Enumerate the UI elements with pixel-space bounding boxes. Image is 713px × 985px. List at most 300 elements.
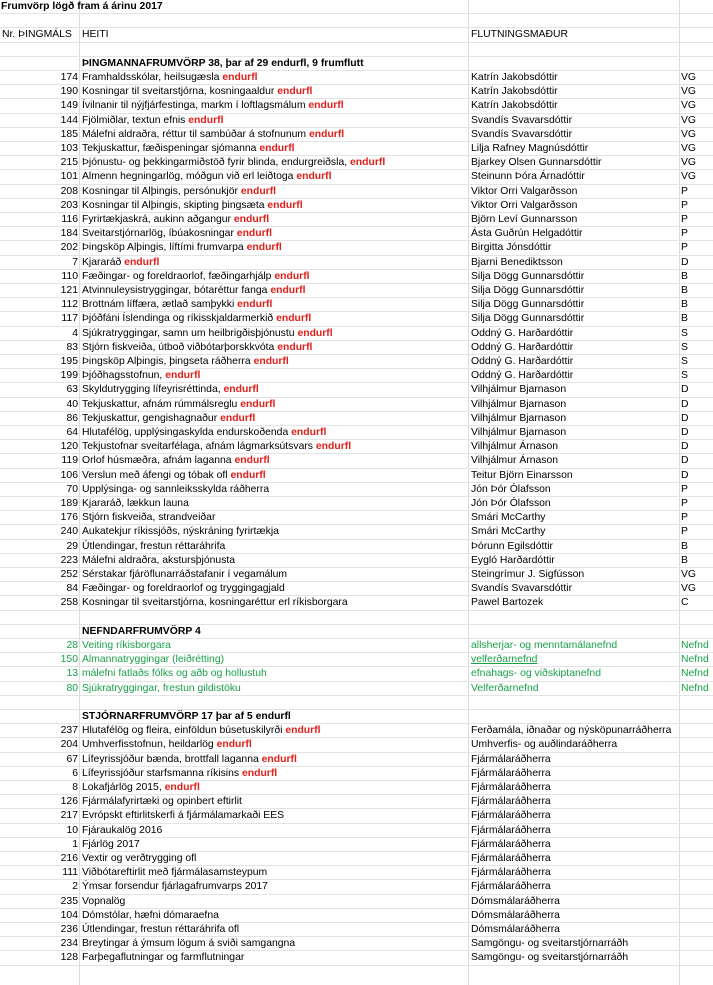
presenter-name: Katrín Jakobsdóttir xyxy=(471,86,558,98)
bill-title xyxy=(82,497,466,511)
bill-number: 63 xyxy=(66,384,78,396)
table-row xyxy=(0,114,713,128)
presenter-name: Smári McCarthy xyxy=(471,526,546,538)
bill-number: 116 xyxy=(61,214,78,225)
party-code: VG xyxy=(681,171,697,183)
bill-title xyxy=(82,298,466,312)
endurfl-badge: endurfl xyxy=(285,725,321,737)
bill-number: 84 xyxy=(66,583,78,595)
presenter-name: Silja Dögg Gunnarsdóttir xyxy=(471,313,585,325)
presenter-name: Bjarni Benediktsson xyxy=(471,256,563,268)
bill-title xyxy=(82,724,466,738)
bill-title-text: Viðbótareftirlit með fjármálasamsteypum xyxy=(82,867,268,879)
table-row xyxy=(0,341,713,355)
presenter-name: Oddný G. Harðardóttir xyxy=(471,327,574,339)
presenter-name: Vilhjálmur Bjarnason xyxy=(471,412,567,424)
party-code xyxy=(681,923,713,937)
bill-title-text: Málefni aldraðra, akstursþjónusta xyxy=(82,554,236,566)
endurfl-badge: endurfl xyxy=(277,341,313,353)
party-code: D xyxy=(681,384,689,396)
table-row xyxy=(0,483,713,497)
bill-title-text: Aukatekjur ríkissjóðs, nýskráning fyrirtækja xyxy=(82,526,279,538)
table-row xyxy=(0,99,713,113)
party-code: S xyxy=(681,356,688,367)
endurfl-badge: endurfl xyxy=(291,427,327,438)
bill-title-text: Þjóðfáni Íslendinga og ríkisskjaldarmerkið xyxy=(82,313,274,325)
bill-title-text: Breytingar á ýmsum lögum á sviði samgangna xyxy=(82,938,296,950)
bill-title-text: Stjórn fiskveiða, strandveiðar xyxy=(82,512,216,524)
bill-title xyxy=(82,99,466,113)
table-row xyxy=(0,682,713,696)
bill-title-text: Dómstólar, hæfni dómaraefna xyxy=(82,909,219,921)
presenter-name: velferðarnefnd xyxy=(471,654,538,666)
party-code xyxy=(681,937,713,951)
endurfl-badge: endurfl xyxy=(261,753,297,765)
bill-number: 67 xyxy=(66,753,78,765)
endurfl-badge: endurfl xyxy=(259,143,295,154)
party-code: P xyxy=(681,199,688,211)
bill-title xyxy=(82,170,466,184)
bill-number: 28 xyxy=(66,640,78,651)
bill-title-text: Tekjuskattur, afnám rúmmálsreglu xyxy=(82,398,238,410)
party-code: B xyxy=(681,554,688,566)
presenter-name: Silja Dögg Gunnarsdóttir xyxy=(471,299,585,311)
party-code: D xyxy=(681,427,689,438)
party-code: VG xyxy=(681,143,697,154)
bill-title-text: Umhverfisstofnun, heildarlög xyxy=(82,739,214,751)
table-row xyxy=(0,540,713,554)
table-row xyxy=(0,412,713,426)
table-row xyxy=(0,469,713,483)
party-code: D xyxy=(681,455,689,467)
bill-title-text: Þjónustu- og þekkingarmiðstöð fyrir blinda, endurgreiðsla, xyxy=(82,157,348,169)
table-row xyxy=(0,852,713,866)
bill-title-text: Kosningar til sveitarstjórna, kosningaaldur xyxy=(82,86,275,98)
bill-title-text: Sjúkratryggingar, frestun gildistöku xyxy=(82,682,241,694)
party-code: Nefnd xyxy=(681,668,709,680)
party-code: VG xyxy=(681,583,697,595)
bill-title-text: málefni fatlaðs fólks og aðb og hollustuh xyxy=(82,668,267,680)
table-row xyxy=(0,880,713,894)
presenter-name: Svandís Svavarsdóttir xyxy=(471,128,573,140)
bill-title xyxy=(82,838,466,852)
bill-title xyxy=(82,767,466,781)
bill-title xyxy=(82,398,466,412)
bill-title xyxy=(82,369,466,383)
party-code: VG xyxy=(681,114,697,126)
table-row xyxy=(0,951,713,965)
bill-title xyxy=(82,540,466,554)
party-code: S xyxy=(681,370,688,382)
bill-number: 174 xyxy=(60,72,78,83)
party-code: B xyxy=(681,299,688,311)
endurfl-badge: endurfl xyxy=(222,72,258,83)
presenter-name: Björn Leví Gunnarsson xyxy=(471,214,578,225)
bill-number: 10 xyxy=(66,824,78,836)
bill-title xyxy=(82,568,466,582)
table-row xyxy=(0,440,713,454)
bill-title xyxy=(82,412,466,426)
table-row xyxy=(0,554,713,568)
presenter-name: Vilhjálmur Bjarnason xyxy=(471,384,567,396)
party-code xyxy=(681,738,713,752)
table-row xyxy=(0,781,713,795)
table-row xyxy=(0,497,713,511)
presenter-name: Silja Dögg Gunnarsdóttir xyxy=(471,285,585,296)
table-row xyxy=(0,909,713,923)
party-code: D xyxy=(681,469,689,481)
party-code: D xyxy=(681,398,689,410)
bill-title xyxy=(82,71,466,85)
presenter-name: Fjármálaráðherra xyxy=(471,767,551,779)
party-code xyxy=(681,795,713,809)
party-code: B xyxy=(681,270,688,282)
bill-title xyxy=(82,753,466,767)
table-row xyxy=(0,866,713,880)
bill-title-text: Hlutafélög og fleira, einföldun búsetuskilyrði xyxy=(82,725,283,737)
party-code: P xyxy=(681,512,688,524)
bill-title-text: Brottnám líffæra, ætlað samþykki xyxy=(82,299,235,311)
bill-title xyxy=(82,142,466,156)
bill-number: 112 xyxy=(61,299,78,311)
bill-title xyxy=(82,738,466,752)
presenter-name: Ferðamála, iðnaðar og nýsköpunarráðherra xyxy=(471,725,672,737)
party-code xyxy=(681,852,713,866)
bill-number: 202 xyxy=(60,242,78,254)
bill-title xyxy=(82,469,466,483)
bill-title xyxy=(82,511,466,525)
bill-number: 120 xyxy=(60,441,78,453)
bill-number: 215 xyxy=(60,157,78,169)
presenter-name: Fjármálaráðherra xyxy=(471,881,551,893)
bill-title-text: Fyrirtækjaskrá, aukinn aðgangur xyxy=(82,214,232,225)
presenter-name: Dómsmálaráðherra xyxy=(471,924,560,935)
endurfl-badge: endurfl xyxy=(216,739,252,751)
bill-number: 217 xyxy=(60,810,78,822)
presenter-name: Samgöngu- og sveitarstjórnarráðh xyxy=(471,952,629,964)
bill-title-text: Kosningar til sveitarstjórna, kosningaréttur erl ríkisborgara xyxy=(82,597,348,609)
presenter-name: Vilhjálmur Árnason xyxy=(471,441,559,453)
bill-title-text: Málefni aldraðra, réttur til sambúðar á stofnunum xyxy=(82,128,307,140)
bill-number: 195 xyxy=(60,356,78,367)
party-code: VG xyxy=(681,569,697,580)
party-code: P xyxy=(681,228,688,240)
table-row xyxy=(0,128,713,142)
bill-title-text: Vextir og verðtrygging ofl xyxy=(82,853,197,864)
bill-title-text: Tekjustofnar sveitarfélaga, afnám lágmarksútsvars xyxy=(82,441,314,453)
bill-title xyxy=(82,895,466,909)
table-row xyxy=(0,511,713,525)
bill-title-text: Ívilnanir til nýjfjárfestinga, markm í loftlagsmálum xyxy=(82,100,306,112)
table-row xyxy=(0,199,713,213)
party-code xyxy=(681,767,713,781)
presenter-name: Eygló Harðardóttir xyxy=(471,554,555,566)
table-row xyxy=(0,227,713,241)
table-row xyxy=(0,937,713,951)
presenter-name: Pawel Bartozek xyxy=(471,597,544,609)
endurfl-badge: endurfl xyxy=(234,455,270,467)
party-code: P xyxy=(681,483,688,495)
presenter-name: Fjármálaráðherra xyxy=(471,753,551,765)
table-row xyxy=(0,156,713,170)
presenter-name: Vilhjálmur Bjarnason xyxy=(471,398,567,410)
bill-title-text: Sjúkratryggingar, samn um heilbrigðisþjónustu xyxy=(82,327,295,339)
endurfl-badge: endurfl xyxy=(274,270,310,282)
bill-number: 190 xyxy=(60,86,78,98)
bill-title xyxy=(82,284,466,298)
bill-title xyxy=(82,525,466,539)
bill-title xyxy=(82,327,466,341)
endurfl-badge: endurfl xyxy=(223,384,259,396)
bill-number: 4 xyxy=(72,327,78,339)
bill-title-text: Sveitarstjórnarlög, íbúakosningar xyxy=(82,228,234,240)
endurfl-badge: endurfl xyxy=(277,86,313,98)
bill-title-text: Fjölmiðlar, textun efnis xyxy=(82,114,186,126)
section-header-row xyxy=(0,710,713,724)
party-code: VG xyxy=(681,128,697,140)
bill-title-text: Þingsköp Alþingis, líftími frumvarpa xyxy=(82,242,244,254)
bill-title-text: Framhaldsskólar, heilsugæsla xyxy=(82,72,220,83)
bill-number: 103 xyxy=(60,143,78,154)
table-row xyxy=(0,809,713,823)
table-row xyxy=(0,667,713,681)
bill-title xyxy=(82,554,466,568)
bill-title-text: Fjármálafyrirtæki og opinbert eftirlit xyxy=(82,796,242,808)
bill-title xyxy=(82,824,466,838)
empty-row xyxy=(0,611,713,625)
bill-title xyxy=(82,312,466,326)
presenter-name: Steinunn Þóra Árnadóttir xyxy=(471,171,585,183)
bill-title xyxy=(82,440,466,454)
table-row xyxy=(0,398,713,412)
bill-number: 144 xyxy=(60,114,78,126)
bill-number: 121 xyxy=(60,285,78,296)
endurfl-badge: endurfl xyxy=(164,782,200,793)
table-row xyxy=(0,738,713,752)
presenter-name: Vilhjálmur Bjarnason xyxy=(471,427,567,438)
endurfl-badge: endurfl xyxy=(350,157,386,169)
presenter-name: Dómsmálaráðherra xyxy=(471,909,560,921)
bill-title xyxy=(82,454,466,468)
table-row xyxy=(0,568,713,582)
table-row xyxy=(0,582,713,596)
bill-number: 234 xyxy=(60,938,78,950)
bill-number: 126 xyxy=(60,796,78,808)
presenter-name: Ásta Guðrún Helgadóttir xyxy=(471,228,583,240)
presenter-name: Viktor Orri Valgarðsson xyxy=(471,199,578,211)
bill-title xyxy=(82,951,466,965)
bill-number: 203 xyxy=(60,199,78,211)
table-row xyxy=(0,312,713,326)
bill-number: 7 xyxy=(72,256,78,268)
presenter-name: Fjármálaráðherra xyxy=(471,782,551,793)
table-row xyxy=(0,369,713,383)
bill-title-text: Farþegaflutningar og farmflutningar xyxy=(82,952,245,964)
header-row xyxy=(0,28,713,42)
table-row xyxy=(0,639,713,653)
bill-title-text: Tekjuskattur, gengishagnaður xyxy=(82,412,218,424)
endurfl-badge: endurfl xyxy=(315,441,352,453)
table-row xyxy=(0,454,713,468)
presenter-name: Fjármálaráðherra xyxy=(471,824,551,836)
bill-number: 106 xyxy=(60,469,78,481)
presenter-name: Bjarkey Olsen Gunnarsdóttir xyxy=(471,157,602,169)
table-row xyxy=(0,795,713,809)
bill-title xyxy=(82,923,466,937)
table-row xyxy=(0,241,713,255)
section-header-row xyxy=(0,625,713,639)
bill-number: 111 xyxy=(62,867,78,879)
party-code: C xyxy=(681,597,689,609)
bill-title xyxy=(82,355,466,369)
header-nr: Nr. ÞINGMÁLS xyxy=(2,29,72,41)
party-code: B xyxy=(681,313,688,325)
presenter-name: Oddný G. Harðardóttir xyxy=(471,341,574,353)
endurfl-badge: endurfl xyxy=(297,327,333,339)
bill-number: 258 xyxy=(60,597,78,609)
endurfl-badge: endurfl xyxy=(188,114,224,126)
table-row xyxy=(0,824,713,838)
bill-number: 199 xyxy=(60,370,78,382)
party-code xyxy=(681,824,713,838)
bill-number: 64 xyxy=(66,427,78,438)
bill-number: 6 xyxy=(72,767,78,779)
party-code xyxy=(681,866,713,880)
endurfl-badge: endurfl xyxy=(308,128,345,140)
endurfl-badge: endurfl xyxy=(270,285,306,296)
bill-title xyxy=(82,781,466,795)
bill-title-text: Verslun með áfengi og tóbak ofl xyxy=(82,469,228,481)
bill-number: 150 xyxy=(60,654,78,666)
endurfl-badge: endurfl xyxy=(236,228,273,240)
table-row xyxy=(0,170,713,184)
presenter-name: Þórunn Egilsdóttir xyxy=(471,540,554,552)
empty-row xyxy=(0,43,713,57)
bill-number: 29 xyxy=(66,540,78,552)
bill-title xyxy=(82,909,466,923)
bill-title-text: Útlendingar, frestun réttaráhrifa ofl xyxy=(82,924,240,935)
endurfl-badge: endurfl xyxy=(240,185,277,197)
bill-title xyxy=(82,639,466,653)
party-code: VG xyxy=(681,72,697,83)
table-row xyxy=(0,383,713,397)
party-code: Nefnd xyxy=(681,640,709,651)
endurfl-badge: endurfl xyxy=(165,370,201,382)
table-row xyxy=(0,724,713,738)
table-row xyxy=(0,767,713,781)
bill-title-text: Vopnalög xyxy=(82,895,126,907)
table-row xyxy=(0,355,713,369)
presenter-name: Umhverfis- og auðlindaráðherra xyxy=(471,739,618,751)
presenter-name: Dómsmálaráðherra xyxy=(471,895,560,907)
bill-title-text: Orlof húsmæðra, afnám laganna xyxy=(82,455,232,467)
party-code xyxy=(681,753,713,767)
party-code: B xyxy=(681,540,688,552)
endurfl-badge: endurfl xyxy=(240,398,276,410)
bill-title xyxy=(82,582,466,596)
bill-title xyxy=(82,199,466,213)
endurfl-badge: endurfl xyxy=(124,256,160,268)
bill-title xyxy=(82,270,466,284)
bill-title-text: Kosningar til Alþingis, skipting þingsæta xyxy=(82,199,265,211)
bill-title-text: Hlutafélög, upplýsingaskylda endurskoðenda xyxy=(82,427,289,438)
presenter-name: Fjármálaráðherra xyxy=(471,796,551,808)
bill-title-text: Almenn hegningarlög, móðgun við erl leiðtoga xyxy=(82,171,294,183)
presenter-name: Fjármálaráðherra xyxy=(471,853,551,864)
bill-number: 176 xyxy=(60,512,78,524)
table-row xyxy=(0,185,713,199)
table-row xyxy=(0,596,713,610)
party-code xyxy=(681,909,713,923)
endurfl-badge: endurfl xyxy=(276,313,312,325)
bill-title-text: Útlendingar, frestun réttaráhrifa xyxy=(82,540,226,552)
bill-title-text: Sérstakar fjáröflunarráðstafanir í vegamálum xyxy=(82,569,288,580)
endurfl-badge: endurfl xyxy=(220,412,256,424)
bill-title-text: Þingsköp Alþingis, þingseta ráðherra xyxy=(82,356,251,367)
presenter-name: Katrín Jakobsdóttir xyxy=(471,72,558,83)
bill-title xyxy=(82,227,466,241)
table-row xyxy=(0,838,713,852)
endurfl-badge: endurfl xyxy=(241,767,278,779)
bill-title-text: Fjárlög 2017 xyxy=(82,838,140,850)
bill-title-text: Lífeyrissjóður starfsmanna ríkisins xyxy=(82,767,240,779)
empty-row xyxy=(0,14,713,28)
party-code: P xyxy=(681,498,688,509)
bill-title xyxy=(82,682,466,696)
party-code: VG xyxy=(681,157,697,169)
party-code xyxy=(681,880,713,894)
bill-number: 1 xyxy=(72,838,78,850)
party-code: VG xyxy=(681,100,697,112)
presenter-name: Oddný G. Harðardóttir xyxy=(471,370,574,382)
party-code: B xyxy=(681,285,688,296)
bill-title-text: Veiting ríkisborgara xyxy=(82,640,171,651)
bill-title xyxy=(82,653,466,667)
bill-title xyxy=(82,866,466,880)
presenter-name: Teitur Björn Einarsson xyxy=(471,469,573,481)
table-row xyxy=(0,85,713,99)
party-code xyxy=(681,838,713,852)
bill-title-text: Skyldutrygging lífeyrisréttinda, xyxy=(82,384,221,396)
bill-title-text: Fjáraukalög 2016 xyxy=(82,824,163,836)
bill-number: 117 xyxy=(61,313,78,325)
bill-title-text: Tekjuskattur, fæðispeningar sjómanna xyxy=(82,143,257,154)
bill-number: 252 xyxy=(60,569,78,580)
bill-number: 204 xyxy=(60,739,78,751)
document-title: Frumvörp lögð fram á árinu 2017 xyxy=(1,1,163,12)
table-row xyxy=(0,142,713,156)
bill-number: 8 xyxy=(72,782,78,793)
bill-number: 237 xyxy=(60,725,78,737)
party-code: P xyxy=(681,214,688,225)
table-row xyxy=(0,213,713,227)
bill-number: 189 xyxy=(60,498,78,509)
endurfl-badge: endurfl xyxy=(308,100,344,112)
table-row xyxy=(0,256,713,270)
presenter-name: Lilja Rafney Magnúsdóttir xyxy=(471,143,589,154)
section-title: ÞINGMANNAFRUMVÖRP 38, þar af 29 endurfl, 9 frumflutt xyxy=(82,57,364,69)
bill-number: 128 xyxy=(60,952,78,964)
bill-number: 119 xyxy=(61,455,78,467)
table-row xyxy=(0,426,713,440)
section-header-row xyxy=(0,57,713,71)
presenter-name: Viktor Orri Valgarðsson xyxy=(471,185,578,197)
table-row xyxy=(0,895,713,909)
bill-number: 80 xyxy=(66,682,78,694)
party-code: S xyxy=(681,327,688,339)
bill-title xyxy=(82,596,466,610)
presenter-name: Vilhjálmur Árnason xyxy=(471,455,559,467)
